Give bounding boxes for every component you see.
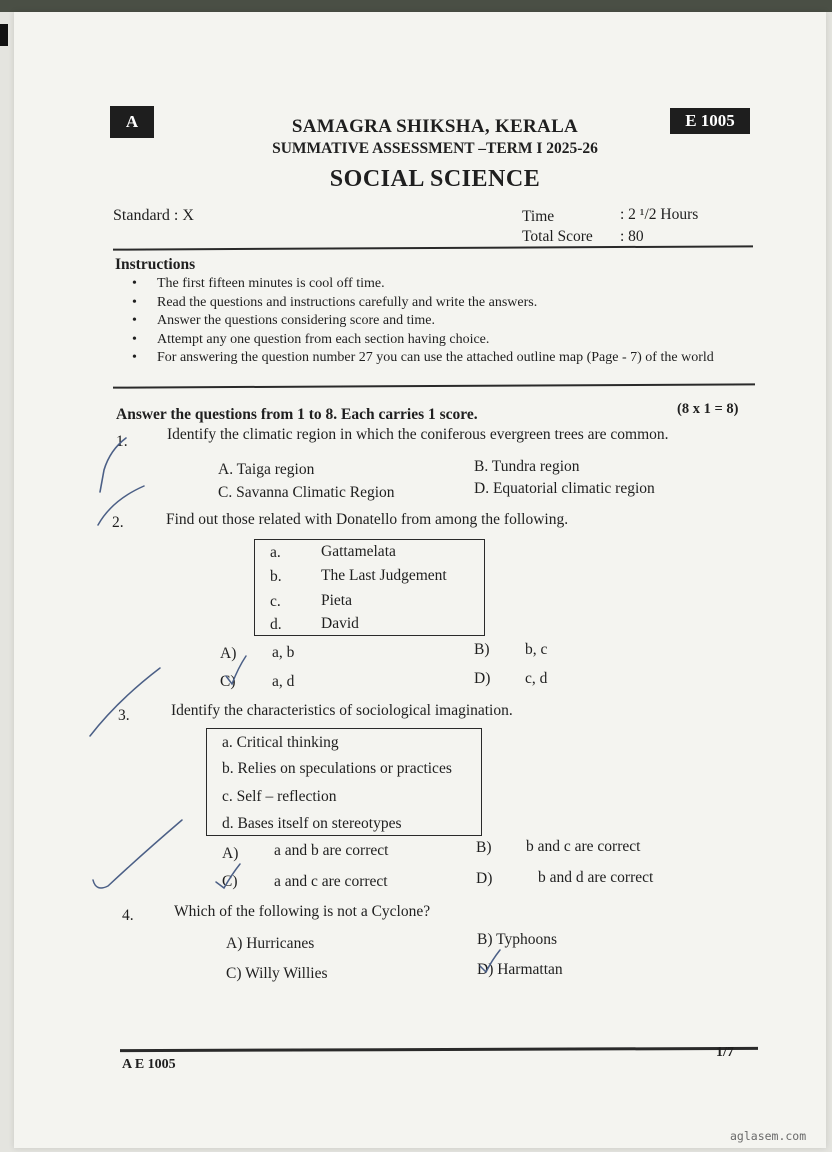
option-d: D. Equatorial climatic region <box>474 480 655 497</box>
option-a: A. Taiga region <box>218 461 315 478</box>
option-letter: C) <box>220 673 236 690</box>
footer-paper-code: A E 1005 <box>122 1057 176 1072</box>
question-text: Find out those related with Donatello from among the following. <box>166 511 569 528</box>
option-text: b and d are correct <box>538 869 654 886</box>
question-number: 3. <box>118 707 130 724</box>
option-b: B. Tundra region <box>474 458 580 475</box>
option-text: a, b <box>272 644 295 661</box>
table-value: The Last Judgement <box>321 567 447 584</box>
standard-label: Standard : X <box>113 207 194 224</box>
option-letter: A) <box>220 645 237 662</box>
table-key: c. <box>270 593 281 610</box>
table-key: d. <box>270 616 282 633</box>
option-text: a and b are correct <box>274 842 389 859</box>
option-c: C. Savanna Climatic Region <box>218 484 395 501</box>
photo-top-edge <box>0 0 832 12</box>
option-letter: A) <box>222 845 239 862</box>
table-key: b. <box>270 568 282 585</box>
question-number: 2. <box>112 514 124 531</box>
table-key: a. <box>270 544 281 561</box>
set-label-box: A <box>110 106 154 138</box>
option-letter: C) <box>222 873 238 890</box>
exam-title: SUMMATIVE ASSESSMENT –TERM I 2025-26 <box>272 140 598 157</box>
instruction-item: • The first fifteen minutes is cool off time. <box>130 275 760 294</box>
table-item: d. Bases itself on stereotypes <box>222 815 402 832</box>
option-text: b, c <box>525 641 548 658</box>
watermark: aglasem.com <box>730 1129 807 1143</box>
instruction-item: • Answer the questions considering score and time. <box>130 312 760 331</box>
total-score-label: Total Score <box>522 228 593 245</box>
question-text: Identify the climatic region in which the coniferous evergreen trees are common. <box>167 426 669 443</box>
question-number: 1. <box>116 433 128 450</box>
question-number: 4. <box>122 907 134 924</box>
question-text: Which of the following is not a Cyclone? <box>174 903 431 920</box>
table-value: David <box>321 615 359 632</box>
option-text: a, d <box>272 673 295 690</box>
section-marks: (8 x 1 = 8) <box>677 401 739 417</box>
option-c: C) Willy Willies <box>226 965 328 982</box>
option-text: a and c are correct <box>274 873 388 890</box>
section-heading: Answer the questions from 1 to 8. Each carries 1 score. <box>116 406 478 423</box>
table-item: c. Self – reflection <box>222 788 337 805</box>
option-text: b and c are correct <box>526 838 641 855</box>
table-value: Pieta <box>321 592 352 609</box>
instruction-item: • Read the questions and instructions carefully and write the answers. <box>130 294 760 313</box>
option-text: c, d <box>525 670 548 687</box>
option-a: A) Hurricanes <box>226 935 315 952</box>
total-score-value: : 80 <box>620 228 644 245</box>
instruction-item: • Attempt any one question from each section having choice. <box>130 331 760 350</box>
table-value: Gattamelata <box>321 543 396 560</box>
option-letter: B) <box>476 839 492 856</box>
instructions-title: Instructions <box>115 256 196 273</box>
option-d: D) Harmattan <box>477 961 563 978</box>
option-letter: D) <box>474 670 491 687</box>
table-item: a. Critical thinking <box>222 734 339 751</box>
binder-mark <box>0 24 8 46</box>
time-value: : 2 ¹/2 Hours <box>620 206 699 223</box>
option-letter: B) <box>474 641 490 658</box>
subject-title: SOCIAL SCIENCE <box>329 166 541 192</box>
organization-title: SAMAGRA SHIKSHA, KERALA <box>291 116 579 137</box>
question-text: Identify the characteristics of sociological imagination. <box>171 702 513 719</box>
footer-page-number: 1/7 <box>716 1045 734 1060</box>
instructions-list <box>130 275 760 368</box>
option-b: B) Typhoons <box>477 931 558 948</box>
paper-code-box: E 1005 <box>670 108 750 134</box>
option-letter: D) <box>476 870 493 887</box>
instruction-item: • For answering the question number 27 you can use the attached outline map (Page - 7) of the world <box>130 349 760 368</box>
time-label: Time <box>522 208 555 225</box>
table-item: b. Relies on speculations or practices <box>222 760 452 777</box>
